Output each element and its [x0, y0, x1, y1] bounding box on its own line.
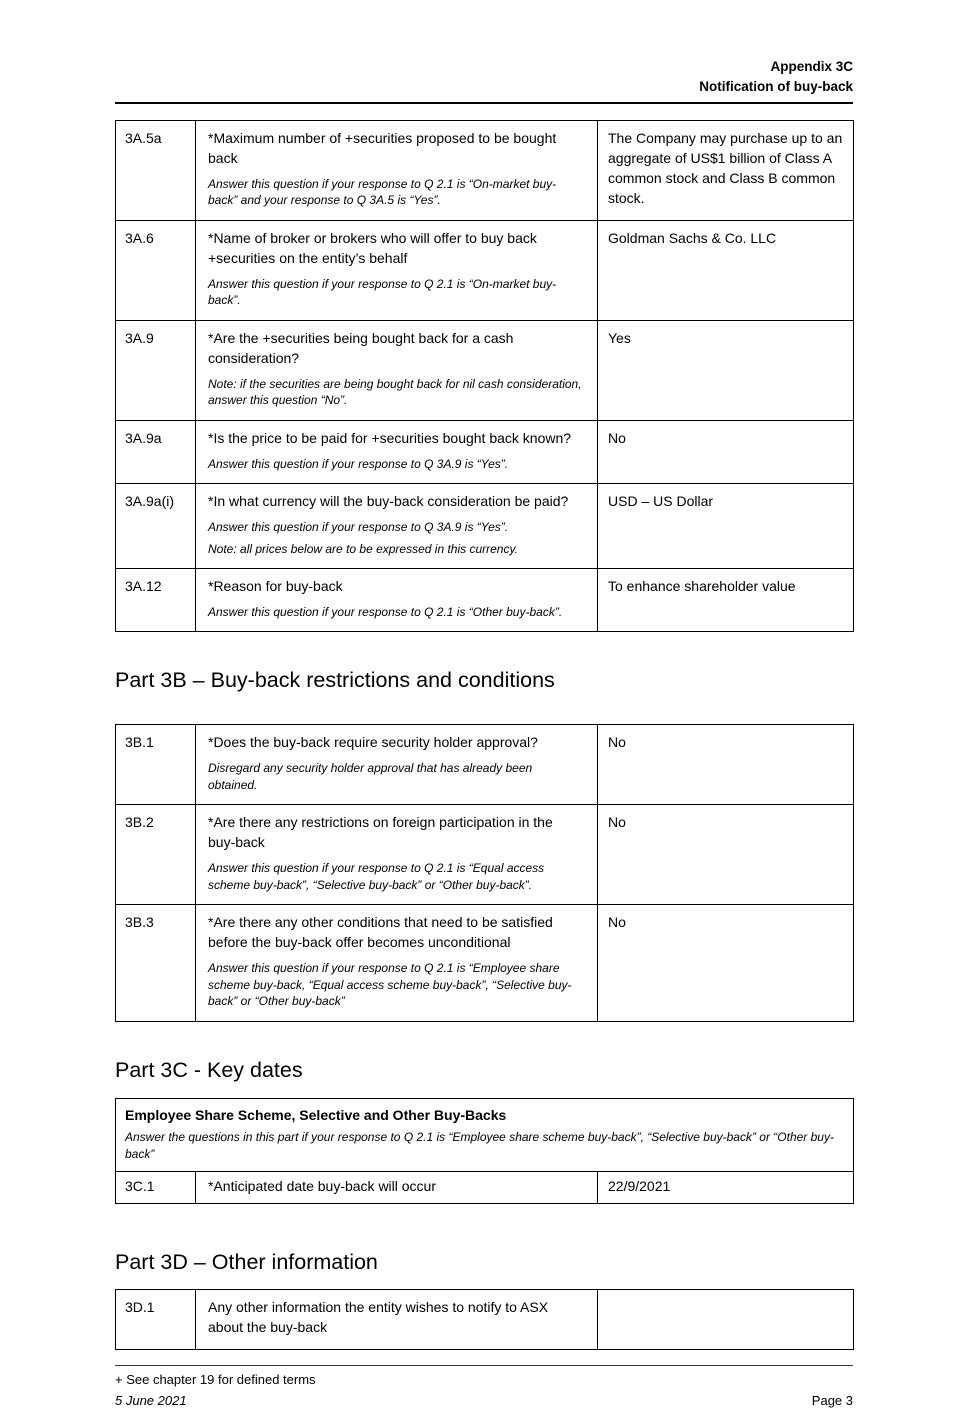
document-footer	[115, 1392, 853, 1409]
table-row	[116, 805, 854, 905]
question-cell	[196, 569, 598, 632]
document-date: 5 June 2021	[115, 1392, 187, 1408]
part-3d-table	[115, 1289, 854, 1350]
question-note: Answer this question if your response to Q 3A.9 is “Yes”.	[208, 519, 509, 534]
header-rule	[115, 102, 853, 104]
question-cell	[196, 420, 598, 483]
document-page	[115, 0, 853, 1409]
section-heading-part-3d: Part 3D – Other information	[115, 1250, 378, 1275]
table-row	[116, 905, 854, 1021]
table-row	[116, 484, 854, 569]
question-text: *Anticipated date buy-back will occur	[208, 1178, 437, 1195]
question-number: 3B.2	[116, 805, 196, 905]
question-note: Note: if the securities are being bought back for nil cash consideration, answer this question “No”.	[208, 376, 582, 408]
question-cell	[196, 121, 598, 221]
page-number: Page 3	[811, 1392, 853, 1408]
table-row	[116, 1290, 854, 1350]
question-number: 3A.9a	[116, 420, 196, 483]
scheme-header-note: Answer the questions in this part if your response to Q 2.1 is “Employee share scheme buy-back”, “Selective buy-back” or “Other buy-back”	[125, 1130, 834, 1161]
question-number: 3A.5a	[116, 121, 196, 221]
question-number: 3A.9a(i)	[116, 484, 196, 569]
question-text: *Are there any restrictions on foreign participation in the buy-back	[208, 814, 553, 851]
section-heading-part-3c: Part 3C - Key dates	[115, 1057, 303, 1082]
appendix-subtitle: Notification of buy-back	[699, 78, 853, 94]
table-row	[116, 320, 854, 420]
question-text: *Name of broker or brokers who will offer to buy back +securities on the entity’s behalf	[208, 229, 537, 266]
question-number: 3D.1	[116, 1290, 196, 1350]
answer-cell: To enhance shareholder value	[598, 569, 854, 632]
question-text: *Does the buy-back require security holder approval?	[208, 734, 538, 751]
question-cell	[196, 1172, 598, 1204]
question-note: Note: all prices below are to be expressed in this currency.	[208, 541, 518, 556]
question-number: 3C.1	[116, 1172, 196, 1204]
footer-rule	[115, 1365, 853, 1366]
question-cell	[196, 220, 598, 320]
table-row	[116, 121, 854, 221]
question-number: 3A.6	[116, 220, 196, 320]
question-text: *Is the price to be paid for +securities bought back known?	[208, 429, 572, 446]
question-note: Answer this question if your response to Q 2.1 is “Other buy-back”.	[208, 604, 563, 619]
part-3b-table	[115, 724, 854, 1021]
table-row	[116, 569, 854, 632]
question-cell	[196, 320, 598, 420]
question-text: *Are there any other conditions that need to be satisfied before the buy-back offer becomes unconditional	[208, 914, 553, 951]
question-cell	[196, 725, 598, 805]
question-note: Answer this question if your response to Q 3A.9 is “Yes”.	[208, 456, 509, 471]
question-cell	[196, 905, 598, 1021]
scheme-header-row	[116, 1098, 854, 1172]
answer-cell: No	[598, 905, 854, 1021]
question-number: 3A.9	[116, 320, 196, 420]
question-note: Answer this question if your response to Q 2.1 is “On-market buy-back”.	[208, 276, 557, 308]
table-row	[116, 1172, 854, 1204]
question-note: Answer this question if your response to Q 2.1 is “Equal access scheme buy-back”, “Selective buy-back” or “Other buy-back”.	[208, 861, 545, 892]
answer-cell: USD – US Dollar	[598, 484, 854, 569]
question-text: *In what currency will the buy-back consideration be paid?	[208, 493, 569, 510]
part-3c-table	[115, 1098, 854, 1205]
question-text: *Are the +securities being bought back for a cash consideration?	[208, 329, 514, 366]
scheme-header-title: Employee Share Scheme, Selective and Other Buy-Backs	[125, 1106, 507, 1123]
table-row	[116, 420, 854, 483]
answer-cell: No	[598, 805, 854, 905]
question-text: *Reason for buy-back	[208, 578, 343, 595]
question-note: Answer this question if your response to Q 2.1 is “Employee share scheme buy-back, “Equal access scheme buy-back”, “Selective buy-back” or “Other buy-back”	[208, 961, 572, 1009]
answer-cell: 22/9/2021	[598, 1172, 854, 1204]
table-row	[116, 725, 854, 805]
answer-cell: Yes	[598, 320, 854, 420]
question-number: 3A.12	[116, 569, 196, 632]
scheme-header-cell	[116, 1098, 854, 1172]
answer-cell: No	[598, 725, 854, 805]
question-cell	[196, 1290, 598, 1350]
question-cell	[196, 484, 598, 569]
part-3a-table	[115, 120, 854, 632]
table-row	[116, 220, 854, 320]
question-text: *Maximum number of +securities proposed to be bought back	[208, 130, 557, 166]
question-note: Answer this question if your response to Q 2.1 is “On-market buy-back” and your response to Q 3A.5 is “Yes”.	[208, 176, 557, 208]
question-number: 3B.1	[116, 725, 196, 805]
defined-terms-note: + See chapter 19 for defined terms	[115, 1371, 316, 1387]
question-number: 3B.3	[116, 905, 196, 1021]
answer-cell: The Company may purchase up to an aggregate of US$1 billion of Class A common stock and Class B common stock.	[598, 121, 854, 221]
question-cell	[196, 805, 598, 905]
document-header	[115, 57, 853, 96]
answer-cell: Goldman Sachs & Co. LLC	[598, 220, 854, 320]
question-text: Any other information the entity wishes to notify to ASX about the buy-back	[208, 1299, 549, 1336]
answer-cell: No	[598, 420, 854, 483]
section-heading-part-3b: Part 3B – Buy-back restrictions and conditions	[115, 668, 555, 693]
appendix-title: Appendix 3C	[770, 59, 853, 74]
answer-cell	[598, 1290, 854, 1350]
question-note: Disregard any security holder approval that has already been obtained.	[208, 761, 533, 792]
